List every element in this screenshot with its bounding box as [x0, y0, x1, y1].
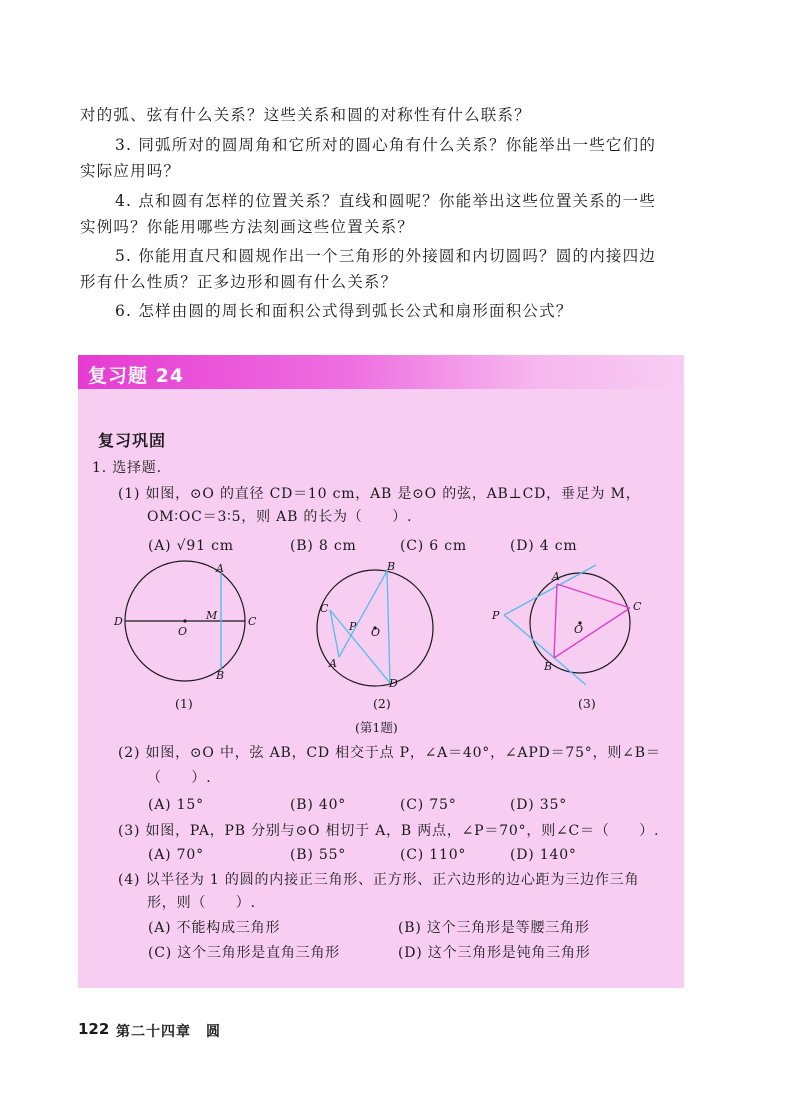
fig2-segment-bd	[387, 571, 390, 683]
q1-4-opt-b: (B) 这个三角形是等腰三角形	[398, 920, 590, 936]
review-box-title: 复习题 24	[88, 365, 185, 387]
review-subtitle: 复习巩固	[98, 431, 167, 450]
q1-2-line1: (2) 如图，⊙O 中，弦 AB，CD 相交于点 P，∠A＝40°，∠APD＝75°，则∠B＝	[118, 745, 661, 761]
intro-line-4: 4. 点和圆有怎样的位置关系？直线和圆呢？你能举出这些位置关系的一些	[115, 192, 657, 210]
q1-3-opt-d: (D) 140°	[510, 847, 577, 863]
fig1-label-a: A	[216, 562, 224, 575]
fig1-label-m: M	[206, 609, 218, 622]
q1-4-line2: 形，则（ ）.	[147, 895, 256, 911]
figure-3	[488, 560, 648, 690]
figure-group-caption: (第1题)	[355, 720, 398, 735]
intro-line-5: 实例吗？你能用哪些方法刻画这些位置关系？	[80, 218, 415, 236]
q1-4-opt-d: (D) 这个三角形是钝角三角形	[398, 945, 591, 961]
q1-2-opt-d: (D) 35°	[510, 797, 568, 813]
intro-line-2: 3. 同弧所对的圆周角和它所对的圆心角有什么关系？你能举出一些它们的	[115, 136, 657, 154]
q1-1-opt-c: (C) 6 cm	[400, 538, 467, 554]
fig3-label-p: P	[492, 609, 500, 622]
fig1-label-b: B	[216, 669, 225, 682]
q1-1-line2: OM∶OC＝3∶5，则 AB 的长为（ ）.	[147, 509, 413, 525]
q1-4-opt-a: (A) 不能构成三角形	[148, 920, 281, 936]
q1-2-opt-b: (B) 40°	[290, 797, 347, 813]
fig3-segment-ab	[554, 584, 557, 658]
q1-4-line1: (4) 以半径为 1 的圆的内接正三角形、正方形、正六边形的边心距为三边作三角	[118, 872, 640, 888]
q1-1-line1: (1) 如图，⊙O 的直径 CD＝10 cm，AB 是⊙O 的弦，AB⊥CD，垂足为 M，	[118, 486, 641, 502]
fig2-chord-ab	[339, 571, 387, 657]
q1-title: 1. 选择题.	[92, 460, 162, 476]
q1-3-opt-b: (B) 55°	[290, 847, 347, 863]
fig3-label-o: O	[574, 623, 584, 636]
intro-line-6: 5. 你能用直尺和圆规作出一个三角形的外接圆和内切圆吗？圆的内接四边	[115, 247, 657, 265]
q1-2-opt-c: (C) 75°	[400, 797, 457, 813]
fig3-segment-ac	[557, 584, 630, 608]
fig3-tangent-pa	[504, 565, 596, 615]
fig2-chord-cd	[330, 610, 390, 683]
fig2-label-b: B	[387, 560, 396, 573]
q1-3-opt-c: (C) 110°	[400, 847, 467, 863]
fig1-center	[183, 619, 186, 622]
intro-line-3: 实际应用吗？	[80, 162, 181, 180]
q1-3-opt-a: (A) 70°	[148, 847, 204, 863]
fig2-label-d: D	[389, 677, 398, 690]
fig1-label-d: D	[114, 615, 123, 628]
page-number: 122	[78, 1020, 110, 1038]
intro-line-1: 对的弧、弦有什么关系？这些关系和圆的对称性有什么联系？	[80, 106, 531, 124]
q1-2-line2: （ ）.	[147, 770, 212, 786]
fig1-label-o: O	[178, 625, 188, 638]
q1-1-opt-d: (D) 4 cm	[510, 538, 578, 554]
q1-2-opt-a: (A) 15°	[148, 797, 204, 813]
fig2-caption: (2)	[373, 696, 391, 711]
q1-3-line1: (3) 如图，PA，PB 分别与⊙O 相切于 A，B 两点，∠P＝70°，则∠C＝（ ）.	[118, 823, 660, 839]
intro-line-7: 形有什么性质？正多边形和圆有什么关系？	[80, 273, 398, 291]
q1-1-opt-a: (A) √91 cm	[148, 538, 234, 554]
fig3-label-b: B	[544, 660, 553, 673]
fig2-label-o: O	[371, 626, 381, 639]
fig3-label-a: A	[552, 570, 560, 583]
fig1-label-c: C	[248, 615, 257, 628]
intro-line-8: 6. 怎样由圆的周长和面积公式得到弧长公式和扇形面积公式？	[115, 302, 573, 320]
fig3-label-c: C	[633, 600, 642, 613]
fig2-segment-ca	[330, 610, 339, 657]
q1-1-opt-b: (B) 8 cm	[290, 538, 357, 554]
chapter-label: 第二十四章 圆	[116, 1024, 221, 1040]
figure-1	[112, 555, 272, 695]
fig2-label-a: A	[329, 657, 337, 670]
figure-2	[315, 560, 445, 690]
fig3-caption: (3)	[578, 696, 596, 711]
fig2-label-p: P	[349, 620, 357, 633]
fig2-label-c: C	[320, 602, 329, 615]
q1-4-opt-c: (C) 这个三角形是直角三角形	[148, 945, 341, 961]
fig3-segment-bc	[554, 608, 630, 658]
fig1-caption: (1)	[175, 696, 193, 711]
